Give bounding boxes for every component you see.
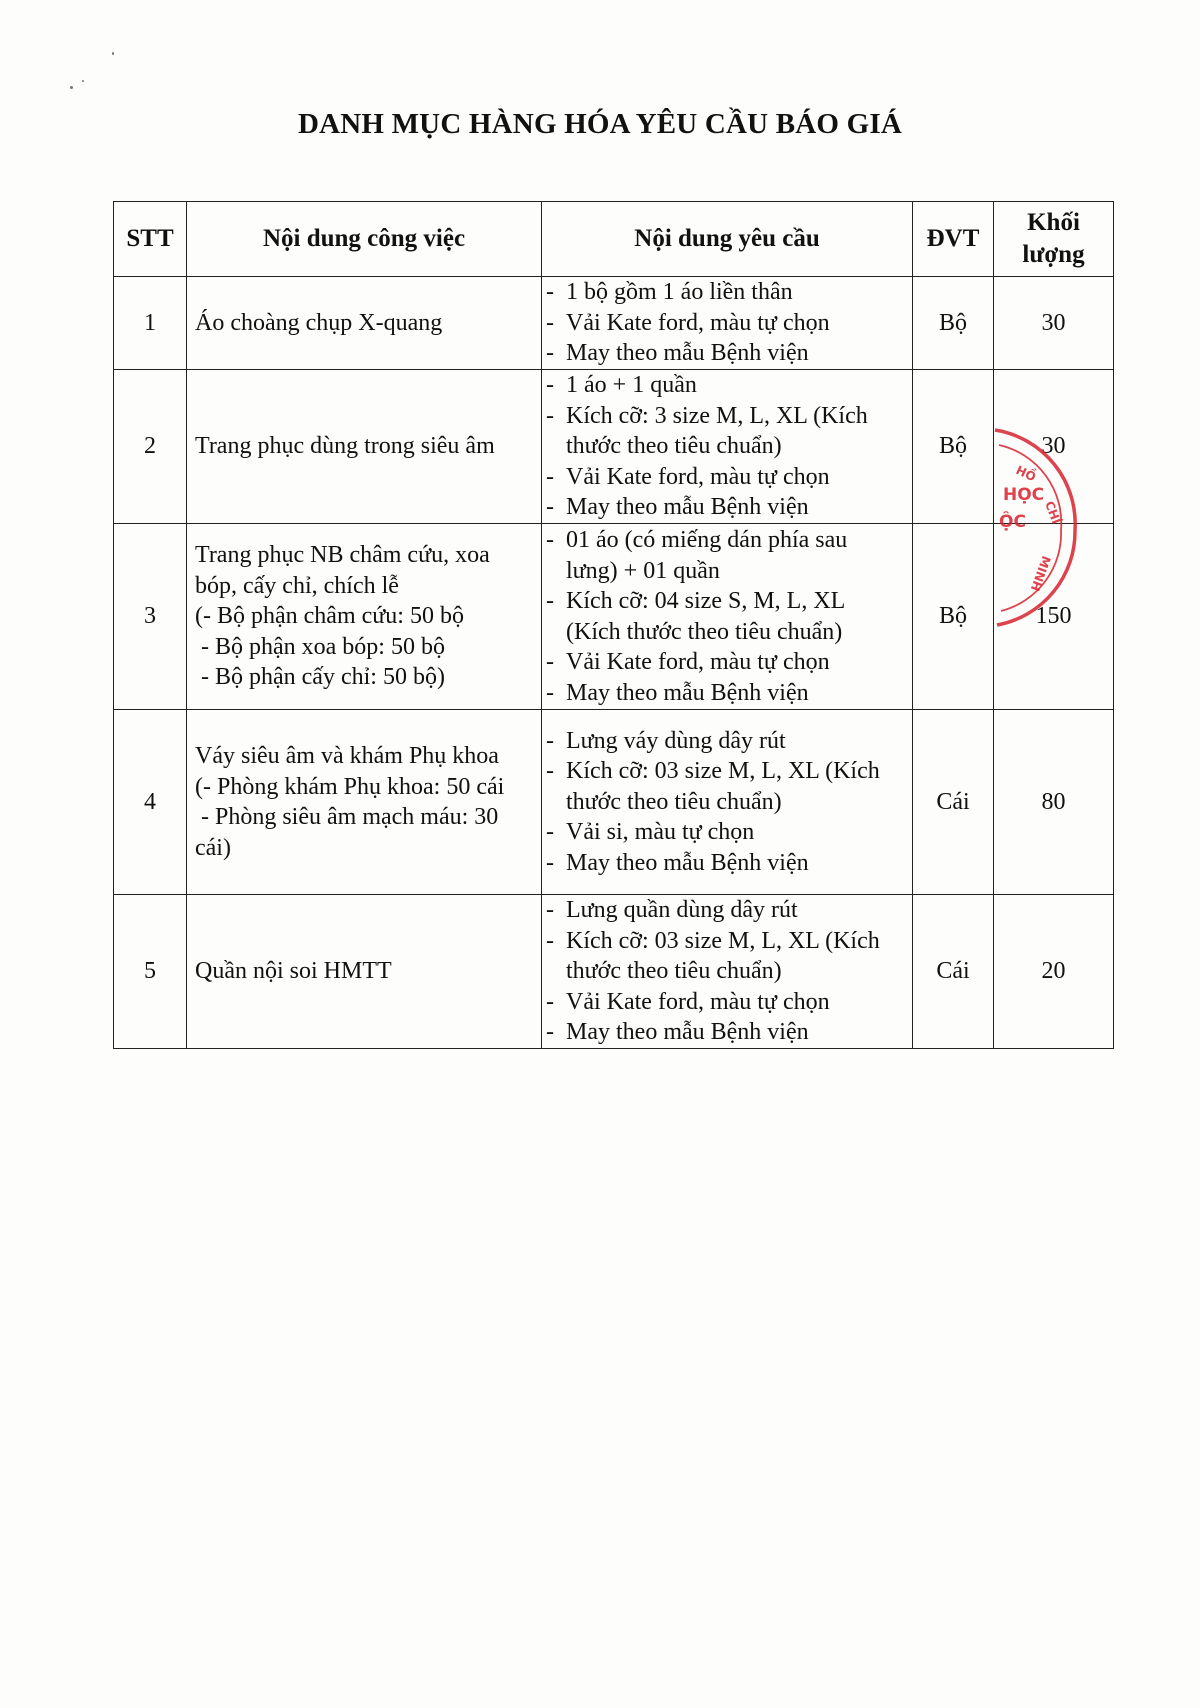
header-unit: ĐVT	[913, 202, 994, 277]
bullet-dash: -	[546, 1019, 554, 1046]
bullet-dash: -	[546, 372, 554, 399]
requirement-item	[546, 338, 904, 369]
table-header-row	[114, 202, 1114, 277]
bullet-dash: -	[546, 588, 554, 614]
bullet-dash: -	[546, 309, 554, 336]
cell-stt: 2	[114, 370, 187, 524]
requirement-text: May theo mẫu Bệnh viện	[566, 340, 809, 367]
quotation-table	[113, 201, 1114, 1049]
bullet-dash: -	[546, 340, 554, 367]
requirement-item	[546, 1017, 904, 1048]
requirement-text: 1 bộ gồm 1 áo liền thân	[566, 279, 793, 306]
cell-requirements	[542, 895, 913, 1049]
document-title: DANH MỤC HÀNG HÓA YÊU CẦU BÁO GIÁ	[297, 108, 903, 140]
requirement-text: Vải Kate ford, màu tự chọn	[566, 463, 830, 490]
header-quantity	[994, 202, 1114, 277]
requirement-text: 1 áo + 1 quần	[566, 372, 697, 399]
table-row	[114, 370, 1114, 524]
table-row	[114, 710, 1114, 895]
svg-text:CHÍ: CHÍ	[1042, 499, 1064, 526]
cell-requirements	[542, 710, 913, 895]
table-row	[114, 895, 1114, 1049]
requirement-item	[546, 492, 904, 523]
task-line: (- Phòng khám Phụ khoa: 50 cái	[195, 773, 505, 800]
task-line: - Bộ phận xoa bóp: 50 bộ	[195, 633, 445, 660]
requirement-text: May theo mẫu Bệnh viện	[566, 494, 809, 521]
requirement-item	[546, 678, 904, 709]
requirement-item	[546, 926, 904, 987]
bullet-dash: -	[546, 897, 554, 924]
bullet-dash: -	[546, 679, 554, 706]
requirement-item	[546, 895, 904, 926]
cell-requirements	[542, 524, 913, 710]
requirement-item	[546, 817, 904, 848]
requirement-text: 01 áo (có miếng dán phía sau lưng) + 01 quần	[566, 527, 848, 584]
bullet-dash: -	[546, 402, 554, 429]
scan-speck	[112, 52, 114, 55]
scan-speck	[82, 80, 84, 82]
header-quantity-line-1: Khối	[1027, 209, 1080, 236]
header-stt: STT	[114, 202, 187, 277]
cell-unit: Bộ	[913, 524, 994, 710]
requirement-text: May theo mẫu Bệnh viện	[566, 679, 809, 706]
requirement-item	[546, 462, 904, 493]
cell-stt: 5	[114, 895, 187, 1049]
task-line: Quần nội soi HMTT	[195, 958, 392, 985]
cell-task	[187, 277, 542, 370]
cell-requirements	[542, 277, 913, 370]
requirement-item	[546, 525, 904, 586]
requirement-item	[546, 987, 904, 1018]
task-line: Áo choàng chụp X-quang	[195, 309, 443, 336]
task-line: Trang phục dùng trong siêu âm	[195, 433, 495, 460]
task-line: - Bộ phận cấy chỉ: 50 bộ)	[195, 664, 445, 691]
cell-quantity: 80	[994, 710, 1114, 895]
bullet-dash: -	[546, 527, 554, 553]
cell-requirements	[542, 370, 913, 524]
requirement-text: Vải Kate ford, màu tự chọn	[566, 649, 830, 675]
cell-stt: 4	[114, 710, 187, 895]
scan-speck	[70, 86, 73, 89]
task-line: Váy siêu âm và khám Phụ khoa	[195, 743, 499, 769]
requirement-text: Lưng quần dùng dây rút	[566, 897, 798, 924]
requirement-item	[546, 647, 904, 678]
header-quantity-line-2: lượng	[1022, 241, 1085, 268]
requirement-text: May theo mẫu Bệnh viện	[566, 849, 809, 876]
cell-task	[187, 895, 542, 1049]
requirement-text: May theo mẫu Bệnh viện	[566, 1019, 809, 1046]
task-line: Trang phục NB châm cứu, xoa bóp, cấy chỉ, chích lễ	[195, 542, 496, 599]
requirement-text: Vải si, màu tự chọn	[566, 819, 755, 846]
bullet-dash: -	[546, 279, 554, 306]
bullet-dash: -	[546, 463, 554, 490]
table-body	[114, 277, 1114, 1049]
cell-stt: 3	[114, 524, 187, 710]
cell-unit: Bộ	[913, 277, 994, 370]
header-requirements: Nội dung yêu cầu	[542, 202, 913, 277]
requirement-item	[546, 401, 904, 462]
bullet-dash: -	[546, 988, 554, 1015]
cell-task	[187, 710, 542, 895]
cell-quantity: 30	[994, 277, 1114, 370]
svg-text:HỒ: HỒ	[1013, 463, 1039, 485]
svg-text:MINH: MINH	[1027, 553, 1054, 594]
task-line: (- Bộ phận châm cứu: 50 bộ	[195, 603, 464, 630]
bullet-dash: -	[546, 727, 554, 754]
requirement-text: Kích cỡ: 3 size M, L, XL (Kích thước theo tiêu chuẩn)	[566, 402, 868, 460]
requirement-item	[546, 370, 904, 401]
svg-text:ỘC: ỘC	[999, 512, 1026, 532]
table-row	[114, 277, 1114, 370]
requirement-item	[546, 726, 904, 757]
requirement-item	[546, 586, 904, 647]
cell-quantity: 150	[994, 524, 1114, 710]
cell-task	[187, 370, 542, 524]
cell-task	[187, 524, 542, 710]
bullet-dash: -	[546, 819, 554, 846]
task-line: - Phòng siêu âm mạch máu: 30 cái)	[195, 804, 505, 861]
bullet-dash: -	[546, 494, 554, 521]
requirement-text: Vải Kate ford, màu tự chọn	[566, 309, 830, 336]
header-task: Nội dung công việc	[187, 202, 542, 277]
requirement-text: Kích cỡ: 03 size M, L, XL (Kích thước theo tiêu chuẩn)	[566, 927, 880, 985]
cell-stt: 1	[114, 277, 187, 370]
bullet-dash: -	[546, 927, 554, 954]
requirement-item	[546, 277, 904, 308]
bullet-dash: -	[546, 758, 554, 785]
requirement-item	[546, 756, 904, 817]
requirement-text: Lưng váy dùng dây rút	[566, 727, 786, 754]
requirement-item	[546, 848, 904, 879]
cell-unit: Cái	[913, 710, 994, 895]
cell-quantity: 30	[994, 370, 1114, 524]
requirement-text: Kích cỡ: 03 size M, L, XL (Kích thước theo tiêu chuẩn)	[566, 758, 880, 815]
requirement-item	[546, 308, 904, 339]
cell-quantity: 20	[994, 895, 1114, 1049]
svg-text:HỌC: HỌC	[1003, 485, 1045, 505]
cell-unit: Cái	[913, 895, 994, 1049]
bullet-dash: -	[546, 849, 554, 876]
bullet-dash: -	[546, 649, 554, 675]
requirement-text: Vải Kate ford, màu tự chọn	[566, 988, 830, 1015]
cell-unit: Bộ	[913, 370, 994, 524]
table-row	[114, 524, 1114, 710]
requirement-text: Kích cỡ: 04 size S, M, L, XL (Kích thước theo tiêu chuẩn)	[566, 588, 845, 645]
